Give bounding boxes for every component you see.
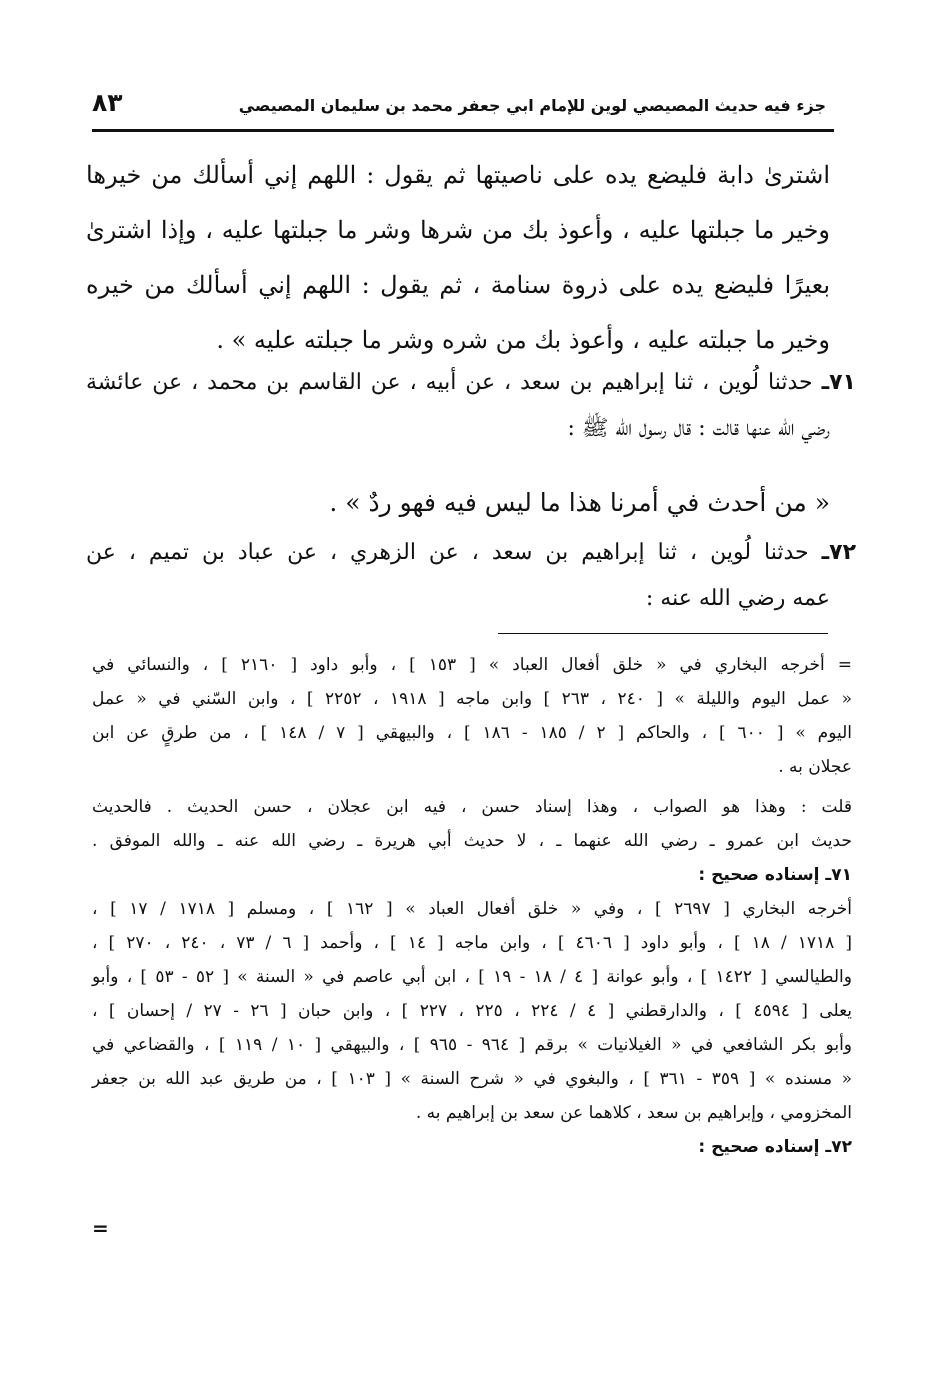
- footnote-heading-72: ٧٢ـ إسناده صحيح :: [698, 1137, 852, 1157]
- footnote-line: « مسنده » [ ٣٥٩ - ٣٦١ ] ، والبغوي في « شرح السنة » [ ١٠٣ ] ، من طريق عبد الله بن جعفر: [92, 1069, 852, 1089]
- footnote-line: يعلى [ ٤٥٩٤ ] ، والدارقطني [ ٤ / ٢٢٤ ، ٢٢٥ ، ٢٢٧ ] ، وابن حبان [ ٢٦ - ٢٧ / إحسان ] ،: [92, 1001, 853, 1021]
- hadith-72-chain: حدثنا لُوين ، ثنا إبراهيم بن سعد ، عن الزهري ، عن عباد بن تميم ، عن: [86, 540, 809, 565]
- footnote-heading-71: ٧١ـ إسناده صحيح :: [698, 865, 852, 885]
- footnote-line: والطيالسي [ ١٤٢٢ ] ، وأبو عوانة [ ٤ / ١٨ - ١٩ ] ، ابن أبي عاصم في « السنة » [ ٥٢ - ٥٣ ] ، وأبو: [92, 967, 852, 987]
- footnote-line: وأبو بكر الشافعي في « الغيلانيات » برقم [ ٩٦٤ - ٩٦٥ ] ، والبيهقي [ ١٠ / ١١٩ ] ، والقضاعي في: [92, 1035, 853, 1055]
- hadith-72: [86, 530, 856, 622]
- header-rule: [92, 129, 834, 132]
- hadith-72-number: ٧٢ـ: [821, 540, 857, 565]
- footnote-line: حديث ابن عمرو ـ رضي الله عنهما ـ ، لا حديث أبي هريرة ـ رضي الله عنه ـ والله الموفق .: [92, 831, 852, 851]
- hadith-72-line-2: عمه رضي الله عنه :: [645, 586, 830, 611]
- hadith-71-number: ٧١ـ: [821, 370, 856, 395]
- footnotes: [92, 648, 852, 1164]
- main-text-line: وخير ما جبلته عليه ، وأعوذ بك من شره وشر ما جبلته عليه » .: [216, 326, 830, 354]
- footnote-line: عجلان به .: [778, 757, 852, 777]
- hadith-71-chain: حدثنا لُوين ، ثنا إبراهيم بن سعد ، عن أبيه ، عن القاسم بن محمد ، عن عائشة: [86, 370, 813, 395]
- hadith-71-quote: « من أحدث في أمرنا هذا ما ليس فيه فهو ردٌ » .: [329, 488, 830, 517]
- footnote-line: قلت : وهذا هو الصواب ، وهذا إسناد حسن ، فيه ابن عجلان ، حسن الحديث . فالحديث: [92, 797, 852, 817]
- footnote-line: أخرجه البخاري [ ٢٦٩٧ ] ، وفي « خلق أفعال العباد » [ ١٦٢ ] ، ومسلم [ ١٧١٨ / ١٧ ] ،: [92, 899, 852, 919]
- main-text-line: اشترىٰ دابة فليضع يده على ناصيتها ثم يقول : اللهم إني أسألك من خيرها: [86, 161, 830, 189]
- hadith-71-line-2: رضي الله عنها قالت : قال رسول الله ﷺ :: [567, 416, 830, 441]
- hadith-71-line-1: [86, 360, 856, 406]
- footnote-line: = أخرجه البخاري في « خلق أفعال العباد » [ ١٥٣ ] ، وأبو داود [ ٢١٦٠ ] ، والنسائي في: [92, 655, 852, 675]
- footnote-separator: [498, 633, 828, 634]
- running-header: [92, 88, 832, 128]
- page-number: ٨٣: [92, 88, 123, 117]
- main-text-line: وخير ما جبلتها عليه ، وأعوذ بك من شرها وشر ما جبلتها عليه ، وإذا اشترىٰ: [86, 216, 830, 244]
- footnote-line: [ ١٧١٨ / ١٨ ] ، وأبو داود [ ٤٦٠٦ ] ، وابن ماجه [ ١٤ ] ، وأحمد [ ٦ / ٧٣ ، ٢٤٠ ، ٢٧٠ ] ،: [92, 933, 852, 953]
- main-text-line: بعيرًا فليضع يده على ذروة سنامة ، ثم يقول : اللهم إني أسألك من خيره: [86, 271, 830, 299]
- footnote-line: اليوم » [ ٦٠٠ ] ، والحاكم [ ٢ / ١٨٥ - ١٨٦ ] ، والبيهقي [ ٧ / ١٤٨ ] ، من طرقٍ عن ابن: [92, 723, 853, 743]
- footnote-line: المخزومي ، وإبراهيم بن سعد ، كلاهما عن سعد بن إبراهيم به .: [415, 1103, 852, 1123]
- hadith-72-line-1: [86, 530, 856, 576]
- hadith-71: [86, 360, 856, 452]
- main-text: [86, 148, 830, 368]
- continuation-mark: =: [92, 1216, 109, 1240]
- footnote-line: « عمل اليوم والليلة » [ ٢٤٠ ، ٢٦٣ ] وابن ماجه [ ١٩١٨ ، ٢٢٥٢ ] ، وابن السّني في « عمل: [92, 689, 853, 709]
- header-title: جزء فيه حديث المصيصي لوين للإمام ابي جعفر محمد بن سليمان المصيصي: [238, 96, 826, 115]
